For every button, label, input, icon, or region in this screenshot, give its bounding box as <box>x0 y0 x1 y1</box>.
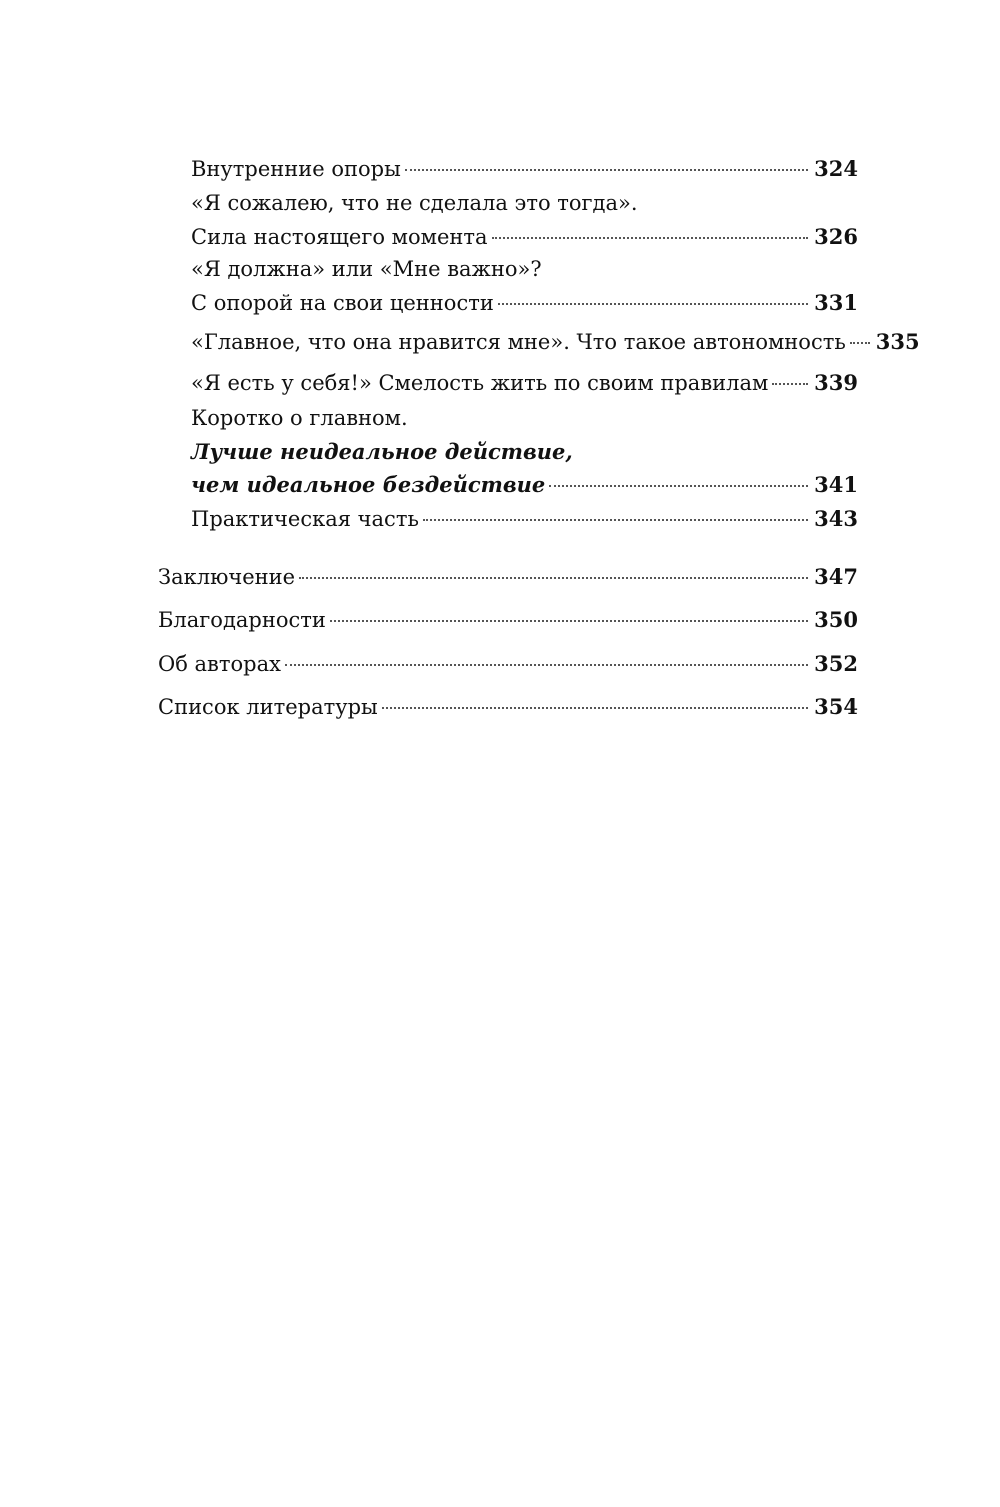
toc-entry-title: Сила настоящего момента <box>191 225 488 249</box>
toc-line <box>191 152 858 186</box>
toc-page-number: 331 <box>814 290 858 315</box>
dot-leader <box>330 620 808 622</box>
toc-entry[interactable] <box>191 502 858 536</box>
toc-entry-title: Практическая часть <box>191 507 419 531</box>
dot-leader <box>423 519 808 521</box>
toc-entry[interactable] <box>191 253 858 320</box>
toc-entry-title: Благодарности <box>158 608 326 632</box>
toc-entry[interactable] <box>191 152 858 186</box>
toc-entry[interactable] <box>191 187 858 254</box>
toc-page-number: 347 <box>814 564 858 589</box>
toc-line <box>158 560 858 594</box>
toc-page-number: 352 <box>814 651 858 676</box>
toc-entry[interactable] <box>191 366 858 400</box>
toc-line <box>158 690 858 724</box>
toc-entry-title: «Главное, что она нравится мне». Что такое автономность <box>191 330 846 354</box>
toc-entry-title: Список литературы <box>158 695 378 719</box>
toc-line <box>191 366 858 400</box>
toc-page-number: 354 <box>814 694 858 719</box>
toc-entry-title: Заключение <box>158 565 296 589</box>
toc-entry-title: Внутренние опоры <box>191 157 401 181</box>
dot-leader <box>772 383 808 385</box>
toc-entry[interactable] <box>191 325 920 359</box>
toc-line <box>191 502 858 536</box>
toc-entry[interactable] <box>191 402 858 501</box>
toc-page-number: 350 <box>814 607 858 632</box>
toc-page-number: 339 <box>814 370 858 395</box>
toc-entry[interactable] <box>158 560 858 594</box>
toc-entry-title-line: Коротко о главном. <box>191 406 408 430</box>
toc-line <box>191 468 858 501</box>
toc-page-number: 324 <box>814 156 858 181</box>
dot-leader <box>549 485 808 487</box>
toc-entry-title-line: «Я сожалею, что не сделала это тогда». <box>191 191 638 215</box>
dot-leader <box>498 303 808 305</box>
toc-line <box>158 647 858 681</box>
toc-line <box>158 603 858 637</box>
dot-leader <box>405 169 808 171</box>
toc-entry-title: чем идеальное бездействие <box>191 472 546 497</box>
toc-entry-title: С опорой на свои ценности <box>191 291 494 315</box>
toc-entry-title-line: «Я должна» или «Мне важно»? <box>191 257 542 281</box>
toc-entry[interactable] <box>158 647 858 681</box>
toc-line <box>191 325 920 359</box>
dot-leader <box>299 577 808 579</box>
dot-leader <box>285 664 808 666</box>
dot-leader <box>382 707 808 709</box>
toc-entry-title-emphasis: Лучше неидеальное действие, <box>191 439 573 464</box>
toc-entry[interactable] <box>158 690 858 724</box>
toc-entry[interactable] <box>158 603 858 637</box>
toc-page-number: 343 <box>814 506 858 531</box>
toc-entry-title: Об авторах <box>158 652 281 676</box>
toc-page-number: 335 <box>875 329 920 354</box>
dot-leader <box>492 237 809 239</box>
toc-page-number: 326 <box>814 224 858 249</box>
toc-entry-title: «Я есть у себя!» Смелость жить по своим правилам <box>191 371 769 395</box>
toc-line <box>191 286 858 320</box>
dot-leader <box>850 342 870 344</box>
toc-page-number: 341 <box>814 472 858 497</box>
toc-line <box>191 220 858 254</box>
